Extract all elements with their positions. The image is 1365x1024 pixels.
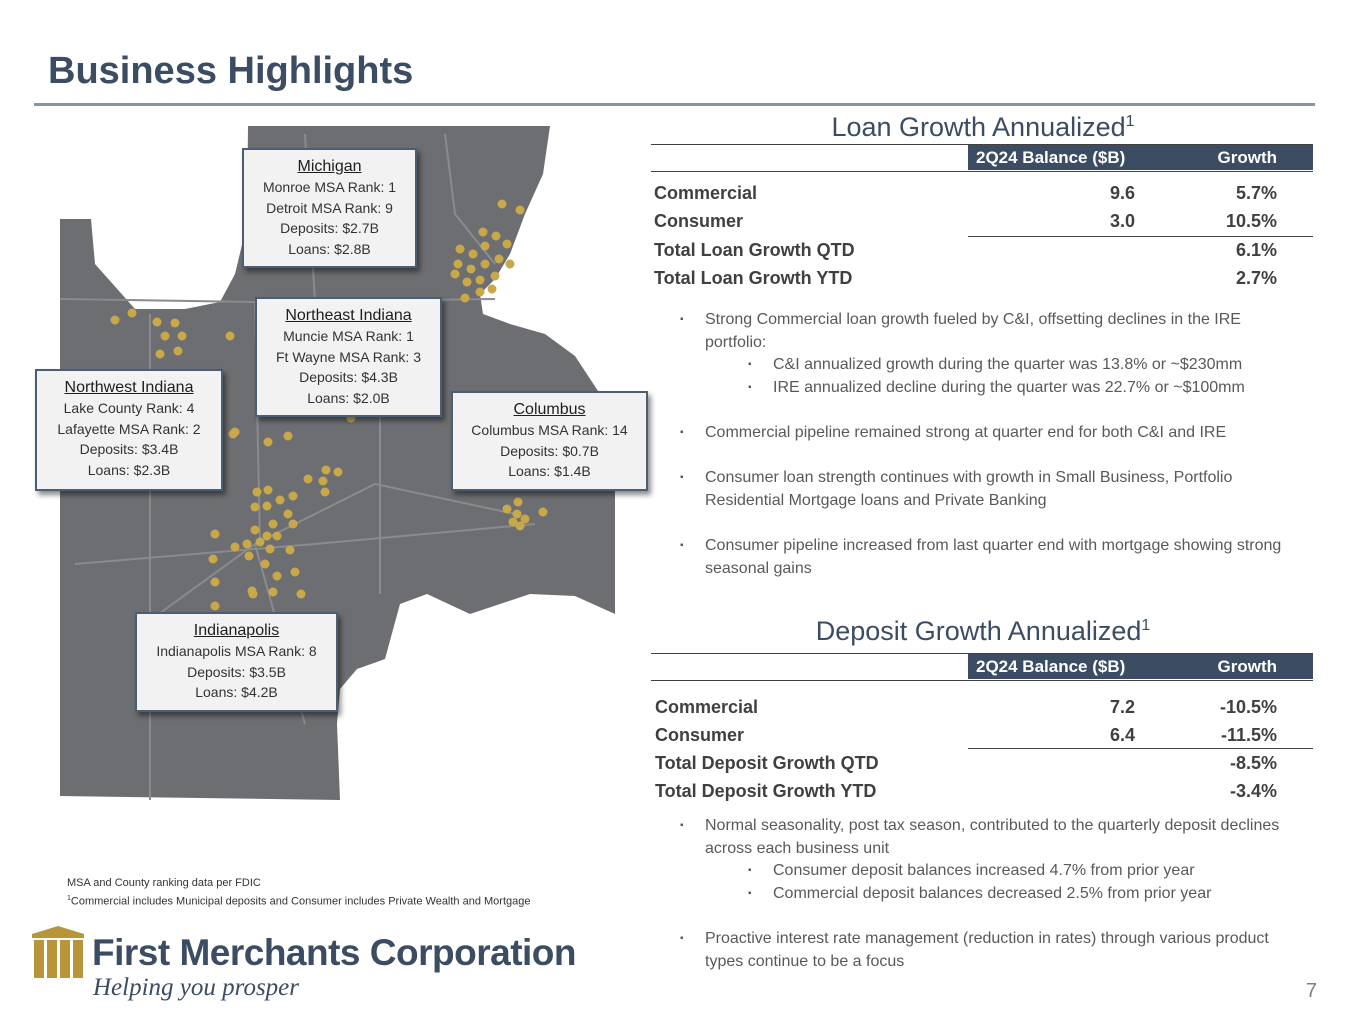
bullet-marker: ▪ [748, 865, 752, 876]
region-stat: Loans: $2.0B [307, 389, 390, 406]
row-label: Commercial [654, 183, 758, 203]
row-growth: -8.5% [1229, 753, 1277, 773]
table-header [968, 145, 1313, 170]
footnote-fdic: MSA and County ranking data per FDIC [67, 877, 261, 889]
row-label: Total Loan Growth YTD [654, 268, 853, 288]
footnote-text: Commercial includes Municipal deposits and Consumer includes Private Wealth and Mortgage [70, 895, 531, 908]
region-stat: Loans: $2.8B [288, 240, 371, 257]
table-rule [968, 748, 1313, 749]
region-stat: Lafayette MSA Rank: 2 [57, 420, 201, 437]
region-stat: Loans: $1.4B [508, 463, 591, 479]
table-rule [651, 680, 1313, 681]
table-row [651, 778, 1313, 806]
bullet-marker: ▪ [680, 540, 684, 551]
table-row [651, 750, 1313, 778]
loan-bullets [680, 309, 1320, 589]
row-growth: 6.1% [1235, 240, 1277, 260]
region-stat: Detroit MSA Rank: 9 [266, 199, 393, 216]
row-label: Total Deposit Growth QTD [655, 753, 879, 773]
region-stat: Muncie MSA Rank: 1 [283, 328, 414, 344]
bullet-text: Strong Commercial loan growth fueled by C&I, offsetting declines in the IRE portfolio: [705, 311, 1241, 351]
region-stat: Deposits: $3.5B [187, 663, 286, 680]
header-growth: Growth [1217, 148, 1277, 167]
bullet-text: C&I annualized growth during the quarter was 13.8% or ~$230mm [773, 356, 1243, 373]
row-label: Total Deposit Growth YTD [655, 781, 877, 801]
bullet-text: Normal seasonality, post tax season, contributed to the quarterly deposit declines across each business unit [705, 817, 1280, 857]
branch-map [55, 124, 628, 800]
loan-title-text: Loan Growth Annualized [831, 112, 1126, 142]
row-label: Total Loan Growth QTD [654, 240, 855, 260]
bullet-marker: ▪ [748, 382, 752, 393]
logo-icon [30, 924, 86, 980]
row-balance: 7.2 [1109, 697, 1135, 717]
title-divider [34, 103, 1315, 106]
bullet-marker: ▪ [680, 472, 684, 483]
loan-title-footnote: 1 [1125, 113, 1135, 130]
loan-section-title [651, 112, 1315, 143]
row-label: Consumer [655, 725, 745, 745]
header-balance: 2Q24 Balance ($B) [976, 148, 1126, 167]
header-growth: Growth [1217, 657, 1277, 676]
page-number: 7 [1305, 980, 1317, 1002]
header-balance: 2Q24 Balance ($B) [976, 657, 1126, 676]
table-header [968, 654, 1313, 679]
row-balance: 9.6 [1109, 183, 1135, 203]
logo-wordmark: First Merchants Corporation [92, 932, 576, 973]
region-northeast-indiana [255, 297, 442, 417]
region-stat: Deposits: $4.3B [299, 369, 398, 385]
deposit-title-text: Deposit Growth Annualized [815, 616, 1142, 646]
table-row [651, 694, 1313, 722]
bullet-marker: ▪ [748, 359, 752, 370]
bullet-marker: ▪ [680, 314, 684, 325]
region-name: Indianapolis [193, 622, 280, 639]
region-stat: Ft Wayne MSA Rank: 3 [276, 348, 421, 365]
bullet-marker: ▪ [748, 888, 752, 899]
region-northwest-indiana [35, 369, 223, 491]
region-stat: Loans: $4.2B [195, 684, 278, 700]
table-rule [651, 171, 1313, 172]
table-row [651, 237, 1313, 265]
bullet-text: Commercial pipeline remained strong at quarter end for both C&I and IRE [705, 424, 1227, 441]
region-columbus [451, 391, 648, 491]
logo-tagline: Helping you prosper [93, 974, 299, 1001]
page-title: Business Highlights [48, 50, 414, 92]
region-name: Northeast Indiana [285, 307, 412, 324]
bullet-text: Consumer loan strength continues with growth in Small Business, Portfolio Residential Mortgage loans and Private Banking [705, 469, 1233, 509]
row-growth: -11.5% [1220, 725, 1277, 745]
region-name: Columbus [513, 401, 586, 418]
bullet-marker: ▪ [680, 427, 684, 438]
table-row [651, 265, 1313, 293]
region-stat: Columbus MSA Rank: 14 [471, 422, 628, 438]
row-growth: -3.4% [1229, 781, 1277, 801]
region-stat: Indianapolis MSA Rank: 8 [156, 643, 317, 659]
bullet-text: Consumer pipeline increased from last quarter end with mortgage showing strong seasonal gains [705, 537, 1282, 577]
deposit-bullets [680, 815, 1320, 975]
region-stat: Loans: $2.3B [87, 461, 171, 478]
bullet-marker: ▪ [680, 820, 684, 831]
region-indianapolis [135, 612, 338, 712]
bullet-text: Commercial deposit balances decreased 2.5% from prior year [773, 885, 1212, 902]
region-michigan [242, 148, 417, 268]
deposit-title-footnote: 1 [1141, 617, 1151, 634]
row-growth: -10.5% [1219, 697, 1277, 717]
row-growth: 5.7% [1235, 183, 1277, 203]
bullet-text: Proactive interest rate management (reduction in rates) through various product types continue to be a focus [705, 930, 1269, 970]
footnote-definitions [67, 895, 530, 908]
region-stat: Monroe MSA Rank: 1 [262, 179, 397, 195]
bullet-marker: ▪ [680, 933, 684, 944]
bullet-text: IRE annualized decline during the quarter was 22.7% or ~$100mm [773, 379, 1245, 396]
region-name: Northwest Indiana [64, 379, 194, 396]
row-balance: 3.0 [1109, 211, 1135, 231]
company-logo [30, 922, 590, 1008]
deposit-section-title [651, 616, 1315, 647]
region-name: Michigan [297, 158, 362, 175]
bullet-text: Consumer deposit balances increased 4.7% from prior year [773, 862, 1195, 879]
row-label: Commercial [655, 697, 759, 717]
table-row [651, 180, 1313, 208]
row-balance: 6.4 [1109, 725, 1135, 745]
table-row [651, 722, 1313, 750]
region-stat: Deposits: $2.7B [280, 220, 379, 236]
region-stat: Deposits: $3.4B [79, 441, 179, 457]
footnote-marker: 1 [67, 895, 71, 902]
region-stat: Deposits: $0.7B [500, 442, 599, 459]
region-stat: Lake County Rank: 4 [63, 400, 195, 416]
table-row [651, 208, 1313, 236]
row-growth: 10.5% [1225, 211, 1277, 231]
row-label: Consumer [654, 211, 744, 231]
row-growth: 2.7% [1235, 268, 1277, 288]
